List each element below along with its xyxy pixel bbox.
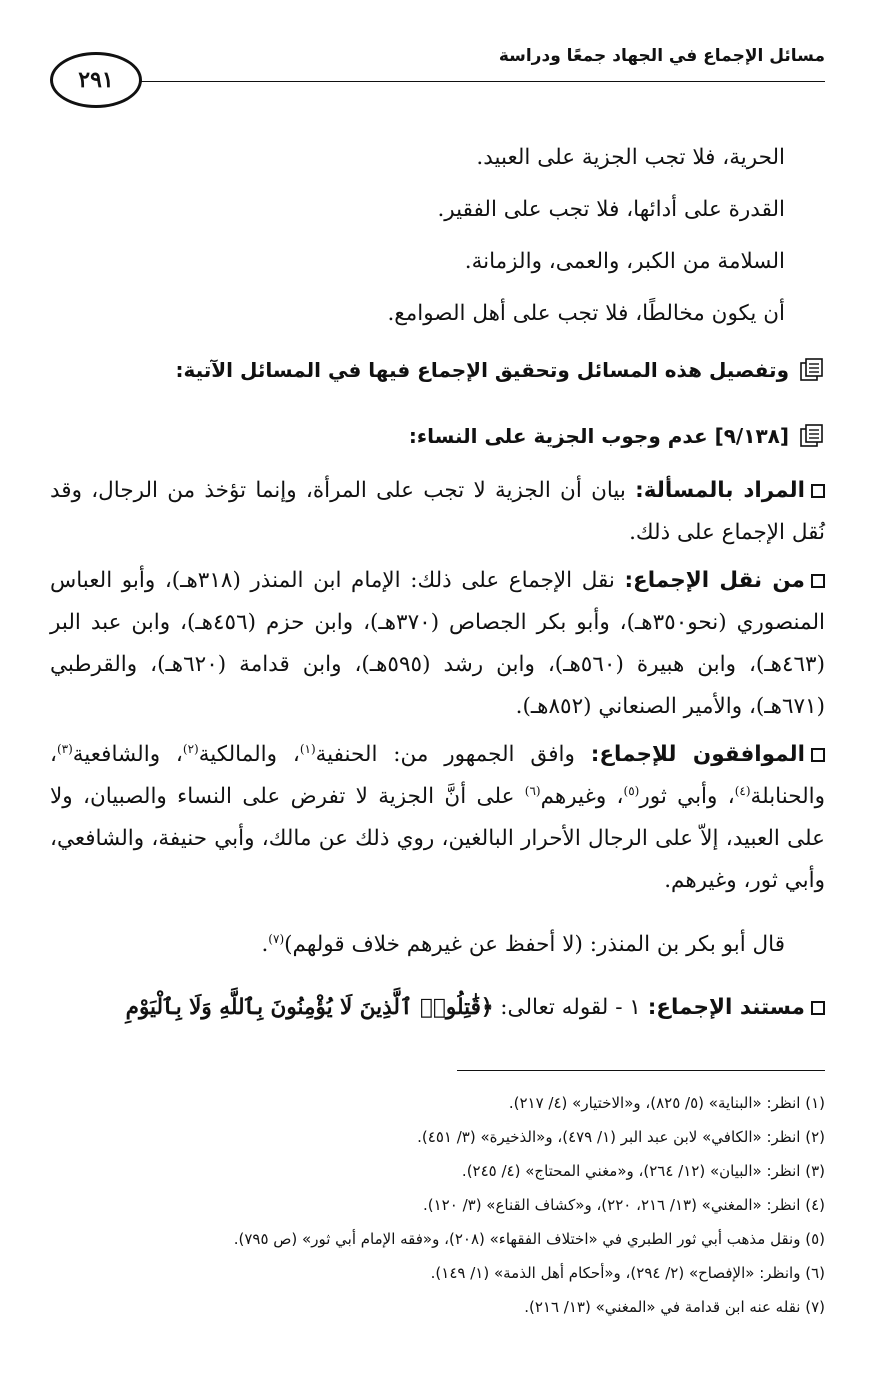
basis-text: ١ - لقوله تعالى: <box>493 995 648 1020</box>
footnote-ref: (١) <box>299 741 316 756</box>
square-bullet-icon <box>811 574 825 588</box>
header-rule <box>140 81 825 82</box>
meaning-label: المراد بالمسألة: <box>635 478 805 503</box>
footnote-separator <box>457 1070 825 1071</box>
quote-end: . <box>261 931 269 957</box>
section-heading-text: وتفصيل هذه المسائل وتحقيق الإجماع فيها في المسائل الآتية: <box>175 358 789 382</box>
footnote: (١) انظر: «البناية» (٥/ ٨٢٥)، و«الاختيار» (٤/ ٢١٧). <box>508 1094 825 1112</box>
footnote-ref: (٤) <box>734 783 751 798</box>
footnote: (٧) نقله عنه ابن قدامة في «المغني» (١٣/ ٢١٦). <box>524 1298 825 1316</box>
document-stack-icon <box>799 423 825 449</box>
agreement-text: ، وغيرهم <box>540 784 624 809</box>
condition-line: السلامة من الكبر، والعمى، والزمانة. <box>464 249 785 274</box>
quote-text: قال أبو بكر بن المنذر: (لا أحفظ عن غيرهم خلاف قولهم) <box>284 931 785 957</box>
footnote: (٤) انظر: «المغني» (١٣/ ٢١٦، ٢٢٠)، و«كشاف القناع» (٣/ ١٢٠). <box>423 1196 825 1214</box>
condition-line: الحرية، فلا تجب الجزية على العبيد. <box>476 145 785 170</box>
agreement-paragraph <box>50 734 825 902</box>
square-bullet-icon <box>811 1001 825 1015</box>
ibn-almundhir-quote <box>50 924 785 966</box>
footnote-ref: (٣) <box>56 741 73 756</box>
section-heading <box>50 344 825 396</box>
footnote-ref: (٧) <box>268 931 285 946</box>
transmitters-label: من نقل الإجماع: <box>624 568 805 593</box>
running-title: مسائل الإجماع في الجهاد جمعًا ودراسة <box>498 46 825 66</box>
footnote-ref: (٢) <box>182 741 199 756</box>
document-stack-icon <box>799 357 825 383</box>
issue-heading <box>50 410 825 462</box>
condition-line: القدرة على أدائها، فلا تجب على الفقير. <box>437 197 785 222</box>
footnotes <box>50 1086 825 1324</box>
footnote-ref: (٥) <box>623 783 640 798</box>
page-number: ٢٩١ <box>50 52 142 108</box>
agreement-text: وافق الجمهور من: الحنفية <box>315 742 591 767</box>
square-bullet-icon <box>811 484 825 498</box>
footnote: (٦) وانظر: «الإفصاح» (٢/ ٢٩٤)، و«أحكام أهل الذمة» (١/ ١٤٩). <box>430 1264 825 1282</box>
square-bullet-icon <box>811 748 825 762</box>
transmitters-text: نقل الإجماع على ذلك: الإمام ابن المنذر (٣١٨هـ)، وأبو العباس المنصوري (نحو٣٥٠هـ)، وأبو بكر الجصاص (٣٧٠هـ)، وابن حزم (٤٥٦هـ)، وابن عبد البر (٤٦٣هـ)، وابن هبيرة (٥٦٠هـ)، وابن رشد (٥٩٥هـ)، وابن قدامة (٦٢٠هـ)، والقرطبي (٦٧١هـ)، والأمير الصنعاني (٨٥٢هـ). <box>50 568 825 719</box>
condition-line: أن يكون مخالطًا، فلا تجب على أهل الصوامع. <box>387 301 785 326</box>
agreement-text: ، وأبي ثور <box>639 784 735 809</box>
basis-paragraph <box>50 987 825 1029</box>
meaning-text: بيان أن الجزية لا تجب على المرأة، وإنما تؤخذ من الرجال، وقد نُقل الإجماع على ذلك. <box>50 478 825 545</box>
footnote: (٥) ونقل مذهب أبي ثور الطبري في «اختلاف الفقهاء» (٢٠٨)، و«فقه الإمام أبي ثور» (ص ٧٩٥). <box>233 1230 825 1248</box>
footnote-ref: (٦) <box>524 783 541 798</box>
main-content <box>50 132 825 1029</box>
basis-label: مستند الإجماع: <box>647 995 805 1020</box>
agreement-label: الموافقون للإجماع: <box>590 742 805 767</box>
agreement-text: ، والشافعية <box>72 742 183 767</box>
transmitters-paragraph <box>50 560 825 728</box>
agreement-text: على أنَّ الجزية لا تفرض على النساء والصبيان، ولا على العبيد، إلاّ على الرجال الأحرار البالغين، روي ذلك عن مالك، وأبي حنيفة، والشافعي، وأبي ثور، وغيرهم. <box>50 784 825 893</box>
agreement-text: ، والحنابلة <box>50 742 825 809</box>
footnote: (٢) انظر: «الكافي» لابن عبد البر (١/ ٤٧٩)، و«الذخيرة» (٣/ ٤٥١). <box>417 1128 825 1146</box>
quran-verse: ﴿قَٰتِلُوا۟ ٱلَّذِينَ لَا يُؤْمِنُونَ بِٱللَّهِ وَلَا بِٱلْيَوْمِ <box>125 995 494 1020</box>
footnote: (٣) انظر: «البيان» (١٢/ ٢٦٤)، و«مغني المحتاج» (٤/ ٢٤٥). <box>461 1162 825 1180</box>
page-header <box>50 40 825 100</box>
agreement-text: ، والمالكية <box>198 742 300 767</box>
meaning-paragraph <box>50 470 825 554</box>
issue-heading-text: [٩/١٣٨] عدم وجوب الجزية على النساء: <box>408 424 789 448</box>
